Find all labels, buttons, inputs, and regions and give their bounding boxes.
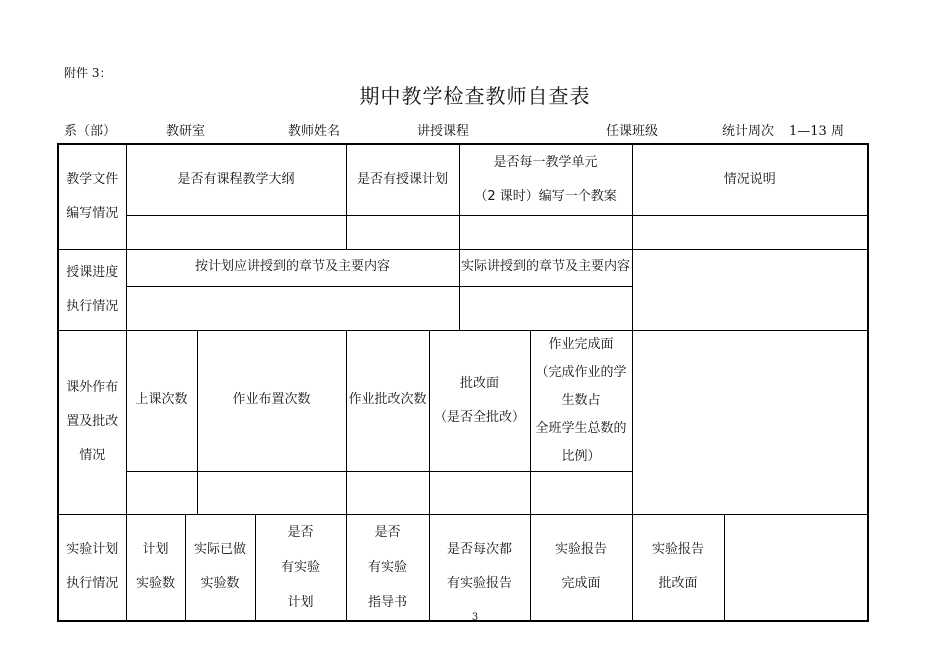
homework-assigned-header: 作业布置次数: [197, 330, 346, 471]
homework-label: [58, 330, 126, 514]
homework-assigned-input-cell[interactable]: [197, 471, 346, 514]
report-grading-line1: 实验报告: [652, 542, 705, 558]
lesson-plan-input-cell[interactable]: [459, 215, 632, 249]
homework-label-line2: 置及批改: [66, 414, 119, 429]
homework-note-cell[interactable]: [632, 330, 868, 514]
teaching-docs-label-line2: 编写情况: [66, 205, 119, 221]
experiment-plan-line3: 计划: [287, 594, 314, 610]
teaching-plan-header: 是否有授课计划: [346, 144, 459, 215]
class-count-header: 上课次数: [126, 330, 197, 471]
homework-label-line3: 情况: [79, 448, 106, 463]
homework-completion-line3: 全班学生总数的比例）: [535, 420, 627, 464]
teaching-progress-label: [58, 249, 126, 330]
planned-experiments-line2: 实验数: [135, 576, 175, 592]
planned-chapters-header: 按计划应讲授到的章节及主要内容: [126, 249, 459, 286]
experiment-label-line2: 执行情况: [66, 576, 119, 592]
experiment-guide-header: [346, 514, 429, 621]
situation-note-input-cell[interactable]: [632, 215, 868, 249]
teaching-docs-label-line1: 教学文件: [66, 171, 119, 187]
experiment-report-each-header: [429, 514, 530, 621]
weeks-label: 统计周次: [722, 124, 775, 139]
syllabus-header: 是否有课程教学大纲: [126, 144, 346, 215]
experiment-report-each-line2: 有实验报告: [447, 576, 513, 592]
done-experiments-line2: 实验数: [200, 576, 240, 592]
office-label: 教研室: [166, 124, 206, 139]
course-label: 讲授课程: [417, 124, 470, 139]
homework-label-line1: 课外作布: [66, 380, 119, 395]
actual-chapters-header: 实际讲授到的章节及主要内容: [459, 249, 632, 286]
page-title: 期中教学检查教师自查表: [359, 84, 591, 108]
report-completion-line1: 实验报告: [555, 542, 608, 558]
experiment-guide-line2: 有实验: [368, 559, 408, 575]
homework-graded-input-cell[interactable]: [346, 471, 429, 514]
attachment-label: 附件 3：: [64, 66, 112, 80]
done-experiments-line1: 实际已做: [193, 542, 246, 558]
teacher-name-label: 教师姓名: [288, 124, 341, 139]
experiment-note-cell[interactable]: [724, 514, 868, 621]
lesson-plan-header: [459, 144, 632, 215]
situation-note-header: 情况说明: [632, 144, 868, 215]
homework-completion-header: [530, 330, 632, 471]
report-completion-line2: 完成面: [561, 576, 601, 592]
homework-graded-header: 作业批改次数: [346, 330, 429, 471]
homework-completion-line2: （完成作业的学生数占: [535, 364, 627, 408]
weeks-value: 1—13 周: [789, 124, 844, 139]
report-grading-line2: 批改面: [658, 576, 698, 592]
teaching-docs-label: [58, 144, 126, 249]
teaching-plan-input-cell[interactable]: [346, 215, 459, 249]
experiment-guide-line3: 指导书: [368, 594, 408, 610]
teaching-progress-label-line2: 执行情况: [66, 298, 119, 314]
planned-experiments-line1: 计划: [142, 542, 169, 558]
class-count-input-cell[interactable]: [126, 471, 197, 514]
teaching-progress-label-line1: 授课进度: [66, 264, 119, 280]
grading-coverage-line2: （是否全批改）: [434, 409, 526, 425]
class-label: 任课班级: [606, 124, 659, 139]
experiment-plan-line2: 有实验: [281, 559, 321, 575]
planned-chapters-input-cell[interactable]: [126, 286, 459, 330]
planned-experiments-header: [126, 514, 185, 621]
experiment-plan-line1: 是否: [287, 524, 314, 540]
page-number: 3: [471, 612, 479, 623]
homework-completion-input-cell[interactable]: [530, 471, 632, 514]
done-experiments-header: [185, 514, 255, 621]
experiment-report-each-line1: 是否每次都: [447, 542, 513, 558]
lesson-plan-header-line2: （2 课时）编写一个教案: [474, 188, 617, 204]
experiment-label: [58, 514, 126, 621]
report-grading-header: [632, 514, 724, 621]
grading-coverage-line1: 批改面: [460, 375, 500, 391]
self-check-table: [57, 143, 869, 622]
homework-completion-line1: 作业完成面: [548, 336, 614, 352]
syllabus-input-cell[interactable]: [126, 215, 346, 249]
lesson-plan-header-line1: 是否每一教学单元: [493, 154, 598, 170]
report-completion-header: [530, 514, 632, 621]
experiment-plan-header: [255, 514, 346, 621]
experiment-guide-line1: 是否: [374, 524, 401, 540]
grading-coverage-header: [429, 330, 530, 471]
actual-chapters-input-cell[interactable]: [459, 286, 632, 330]
department-label: 系（部）: [64, 124, 117, 139]
grading-coverage-input-cell[interactable]: [429, 471, 530, 514]
experiment-label-line1: 实验计划: [66, 542, 119, 558]
progress-note-cell[interactable]: [632, 249, 868, 330]
